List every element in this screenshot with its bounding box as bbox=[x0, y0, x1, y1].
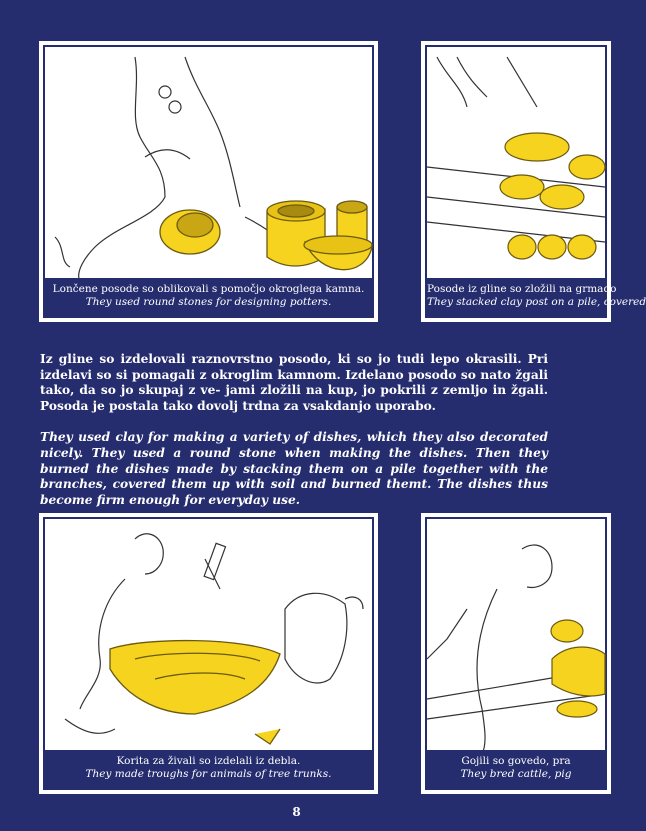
caption-english: They made troughs for animals of tree trunks. bbox=[85, 768, 332, 780]
trough-making-illustration bbox=[45, 519, 372, 788]
paragraph-english: They used clay for making a variety of dishes, which they also decorated nicely. They used a round stone when making the dishes. Then they burned the dishes made by stacking them on a pile together with the branches, covered them up with soil and burned themt. The dishes thus become firm enough for everyday use. bbox=[40, 430, 548, 507]
panel-caption bbox=[427, 750, 605, 788]
illustration-panel-pottery-shaping bbox=[39, 41, 378, 322]
panel-frame bbox=[43, 517, 374, 790]
firing-pile-illustration bbox=[427, 47, 646, 316]
body-text bbox=[40, 352, 548, 524]
panel-frame bbox=[425, 517, 607, 790]
cattle-breeding-illustration bbox=[427, 519, 605, 788]
illustration-panel-cattle-breeding bbox=[421, 513, 611, 794]
caption-slovenian: Korita za živali so izdelali iz debla. bbox=[116, 755, 301, 767]
panel-frame bbox=[425, 45, 646, 318]
illustration-panel-firing-pile bbox=[421, 41, 646, 322]
caption-slovenian: Gojili so govedo, pra bbox=[461, 755, 571, 767]
caption-english: They bred cattle, pig bbox=[460, 768, 572, 780]
caption-english: They used round stones for designing potters. bbox=[85, 296, 332, 308]
panel-frame bbox=[43, 45, 374, 318]
caption-english: They stacked clay post on a pile, covered bbox=[427, 296, 646, 308]
illustration-panel-trough-making bbox=[39, 513, 378, 794]
page-number: 8 bbox=[292, 805, 301, 819]
panel-caption bbox=[45, 750, 372, 788]
panel-caption bbox=[45, 278, 372, 316]
panel-caption bbox=[427, 278, 646, 316]
caption-slovenian: Posode iz gline so zložili na grmado bbox=[427, 283, 617, 295]
paragraph-slovenian: Iz gline so izdelovali raznovrstno posodo, ki so jo tudi lepo okrasili. Pri izdelavi so si pomagali z okroglim kamnom. Izdelano posodo so nato žgali tako, da so jo skupaj z ve- jami zložili na kup, jo pokrili z zemljo in žgali. Posoda je postala tako dovolj trdna za vsakdanjo uporabo. bbox=[40, 352, 548, 413]
pottery-shaping-illustration bbox=[45, 47, 372, 316]
caption-slovenian: Lončene posode so oblikovali s pomočjo okroglega kamna. bbox=[52, 283, 365, 295]
